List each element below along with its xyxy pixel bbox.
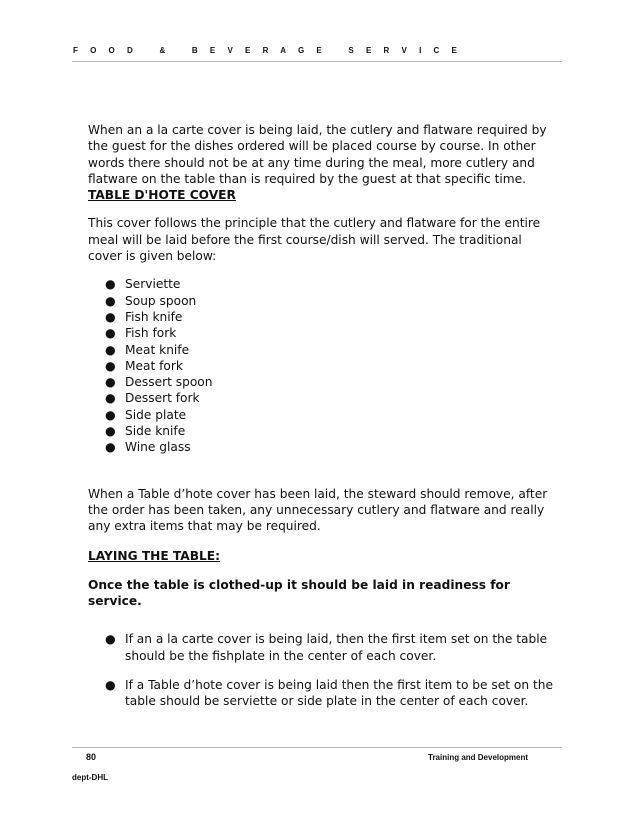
list-item [88, 276, 558, 292]
page-body [88, 122, 558, 710]
list-item [88, 407, 558, 423]
list-item-label: Wine glass [125, 440, 191, 455]
list-item [88, 325, 558, 341]
footer-divider [72, 747, 562, 748]
list-item [88, 631, 558, 664]
bullet-icon: ● [105, 407, 116, 422]
bullet-icon: ● [105, 358, 116, 373]
list-item [88, 342, 558, 358]
laying-table-heading: LAYING THE TABLE: [88, 548, 220, 563]
running-header: F O O D & B E V E R A G E S E R V I C E [73, 46, 462, 55]
list-item-label: Soup spoon [125, 293, 197, 308]
footer-department-label: Training and Development [428, 753, 529, 762]
list-item [88, 390, 558, 406]
list-item [88, 374, 558, 390]
list-item-label: Fish fork [125, 326, 177, 341]
laying-rules-list [88, 631, 558, 709]
table-dhote-paragraph: This cover follows the principle that the cutlery and flatware for the entire meal will be laid before the first course/dish will served. The traditional cover is given below: [88, 216, 541, 264]
list-item-label: Meat knife [125, 342, 190, 357]
list-item-label: Serviette [125, 277, 181, 292]
list-item [88, 358, 558, 374]
bullet-icon: ● [105, 375, 116, 390]
bullet-icon: ● [105, 440, 116, 455]
bullet-icon: ● [105, 309, 116, 324]
list-item [88, 309, 558, 325]
list-item [88, 423, 558, 439]
cover-items-list [88, 276, 558, 455]
list-item [88, 439, 558, 455]
table-dhote-heading: TABLE D'HOTE COVER [88, 188, 236, 203]
list-item-label: Dessert spoon [125, 375, 213, 390]
list-item-label: If an a la carte cover is being laid, then the first item set on the table should be the fishplate in the center of each cover. [125, 632, 548, 663]
list-item-label: Side plate [125, 407, 187, 422]
laying-paragraph: Once the table is clothed-up it should be laid in readiness for service. [88, 577, 510, 609]
removal-paragraph: When a Table d’hote cover has been laid, the steward should remove, after the order has been taken, any unnecessary cutlery and flatware and really any extra items that may be required. [88, 486, 548, 534]
bullet-icon: ● [105, 277, 116, 292]
list-item [88, 293, 558, 309]
bullet-icon: ● [105, 342, 116, 357]
page-number: 80 [86, 752, 97, 762]
list-item-label: Meat fork [125, 358, 183, 373]
bullet-icon: ● [105, 326, 116, 341]
footer-dept-code: dept-DHL [72, 773, 108, 782]
bullet-icon: ● [105, 632, 116, 647]
list-item-label: Fish knife [125, 309, 183, 324]
list-item-label: If a Table d’hote cover is being laid then the first item to be set on the table should be serviette or side plate in the center of each cover. [125, 678, 553, 709]
bullet-icon: ● [105, 293, 116, 308]
bullet-icon: ● [105, 424, 116, 439]
list-item-label: Side knife [125, 424, 186, 439]
bullet-icon: ● [105, 391, 116, 406]
intro-paragraph: When an a la carte cover is being laid, the cutlery and flatware required by the guest for the dishes ordered will be placed course by course. In other words there should not be at any time during the meal, more cutlery and flatware on the table than is required by the guest at that specific time. [88, 123, 547, 186]
list-item [88, 677, 558, 710]
list-item-label: Dessert fork [125, 391, 200, 406]
header-divider [72, 61, 562, 62]
bullet-icon: ● [105, 678, 116, 693]
